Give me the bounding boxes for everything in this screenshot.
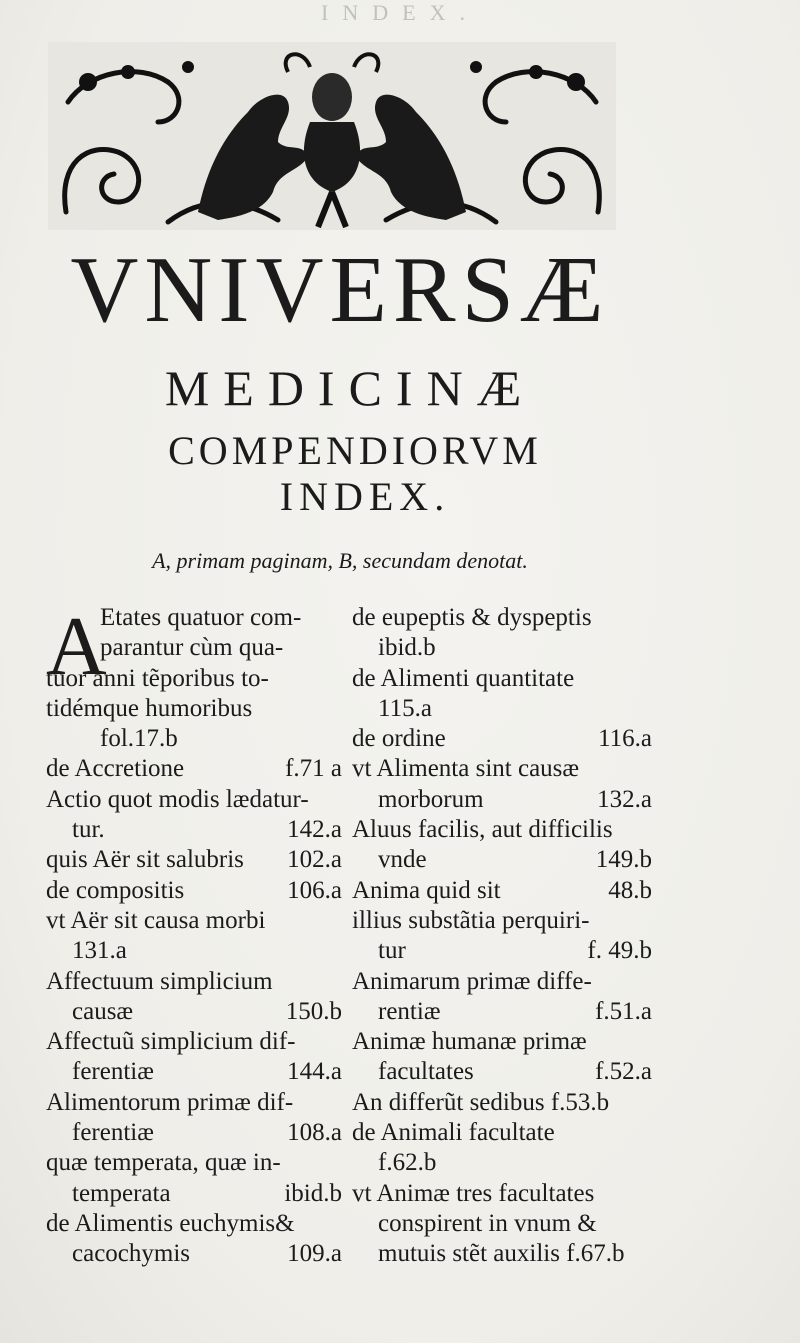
index-entry	[46, 845, 342, 875]
entry-text: vnde	[378, 846, 427, 874]
folio-reference: 102.a	[287, 846, 342, 874]
entry-text: rentiæ	[378, 997, 441, 1025]
folio-reference: 142.a	[287, 816, 342, 844]
entry-text: cacochymis	[72, 1240, 191, 1268]
index-entry	[46, 1148, 342, 1209]
index-entry	[352, 876, 652, 906]
index-entry	[46, 876, 342, 906]
folio-reference: 149.b	[595, 846, 652, 874]
index-entry	[352, 664, 652, 725]
entry-text: An differũt sedibus f.53.b	[352, 1088, 610, 1116]
folio-reference: f.71 a	[285, 755, 342, 783]
drop-cap: A	[46, 600, 107, 693]
entry-text: ferentiæ	[72, 1119, 154, 1147]
folio-reference: 108.a	[287, 1119, 342, 1147]
index-entry	[352, 1239, 652, 1269]
index-entry	[352, 1179, 652, 1240]
index-entry	[46, 1027, 342, 1088]
index-entry	[46, 600, 342, 754]
entry-text: de Animali facultate	[352, 1119, 555, 1147]
entry-text: Affectuũ simplicium dif-	[46, 1028, 296, 1056]
entry-text: Etates quatuor com-	[100, 604, 302, 631]
entry-text: tur.	[72, 816, 105, 844]
entry-text: 115.a	[378, 694, 432, 722]
folio-reference: 116.a	[598, 725, 652, 753]
entry-text: conspirent in vnum &	[378, 1209, 597, 1237]
title-line-2: MEDICINÆ	[164, 360, 536, 416]
index-entry	[352, 1088, 652, 1118]
folio-reference: 144.a	[287, 1058, 342, 1086]
entry-text: quæ temperata, quæ in-	[46, 1149, 281, 1177]
index-entry	[352, 1118, 652, 1179]
title-line-3: COMPENDIORVM	[168, 428, 542, 473]
index-entry	[352, 967, 652, 1028]
index-entry	[352, 815, 652, 876]
index-entry	[46, 754, 342, 784]
index-entry	[46, 1209, 342, 1270]
folio-reference: 132.a	[597, 785, 652, 813]
title-line-1: VNIVERSÆ	[70, 238, 610, 342]
folio-reference: f.52.a	[595, 1058, 652, 1086]
entry-text: de ordine	[352, 725, 446, 753]
index-column-right	[352, 603, 652, 1270]
entry-text: parantur cùm qua-	[100, 634, 284, 662]
entry-text: illius substãtia perquiri-	[352, 906, 590, 934]
entry-text: de Alimenti quantitate	[352, 664, 575, 692]
entry-text: Anima quid sit	[352, 876, 501, 904]
entry-text: tur	[378, 937, 406, 965]
entry-text: Aluus facilis, aut difficilis	[352, 816, 613, 844]
folio-reference: 106.a	[287, 876, 342, 904]
folio-reference: 109.a	[287, 1240, 342, 1268]
entry-text: f.62.b	[378, 1149, 437, 1177]
entry-text: causæ	[72, 997, 134, 1025]
folio-reference: 48.b	[608, 876, 652, 904]
folio-reference: f.51.a	[595, 997, 652, 1025]
entry-text: quis Aër sit salubris	[46, 846, 244, 874]
running-head: INDEX.	[321, 0, 479, 25]
entry-text: vt Animæ tres facultates	[352, 1179, 595, 1207]
index-column-left	[46, 600, 342, 1270]
entry-text: Actio quot modis lædatur-	[46, 785, 309, 813]
title-line-4: INDEX.	[279, 474, 451, 519]
woodcut-ornament	[48, 42, 616, 230]
index-entry	[46, 967, 342, 1028]
entry-text: vt Alimenta sint causæ	[352, 755, 580, 783]
entry-text: de eupeptis & dyspeptis	[352, 604, 592, 631]
entry-text: fol.17.b	[100, 725, 178, 753]
entry-text: vt Aër sit causa morbi	[46, 906, 266, 934]
index-entry	[352, 1027, 652, 1088]
entry-text: Animarum primæ diffe-	[352, 967, 592, 995]
index-entry	[46, 785, 342, 846]
entry-text: Affectuum simplicium	[46, 967, 273, 995]
entry-text: mutuis stẽt auxilis f.67.b	[378, 1240, 625, 1268]
entry-text: temperata	[72, 1179, 171, 1207]
entry-text: de Accretione	[46, 755, 185, 783]
folio-reference: 150.b	[285, 997, 342, 1025]
entry-text: morborum	[378, 785, 484, 813]
entry-text: ibid.b	[378, 634, 436, 662]
entry-text: Alimentorum primæ dif-	[46, 1088, 294, 1116]
index-entry	[46, 1088, 342, 1149]
entry-text: tidémque humoribus	[46, 694, 253, 722]
entry-text: 131.a	[72, 937, 127, 965]
index-legend: A, primam paginam, B, secundam denotat.	[152, 548, 528, 573]
index-entry	[46, 906, 342, 967]
entry-text: de Alimentis euchymis&	[46, 1209, 295, 1237]
entry-text: Animæ humanæ primæ	[352, 1028, 587, 1056]
index-entry	[352, 724, 652, 754]
entry-text: tuor anni tẽporibus to-	[46, 664, 269, 692]
index-entry	[352, 603, 652, 664]
index-entry	[352, 906, 652, 967]
folio-reference: ibid.b	[284, 1179, 342, 1207]
folio-reference: f. 49.b	[587, 937, 652, 965]
entry-text: de compositis	[46, 876, 185, 904]
entry-text: facultates	[378, 1058, 474, 1086]
entry-text: ferentiæ	[72, 1058, 154, 1086]
index-entry	[352, 754, 652, 815]
